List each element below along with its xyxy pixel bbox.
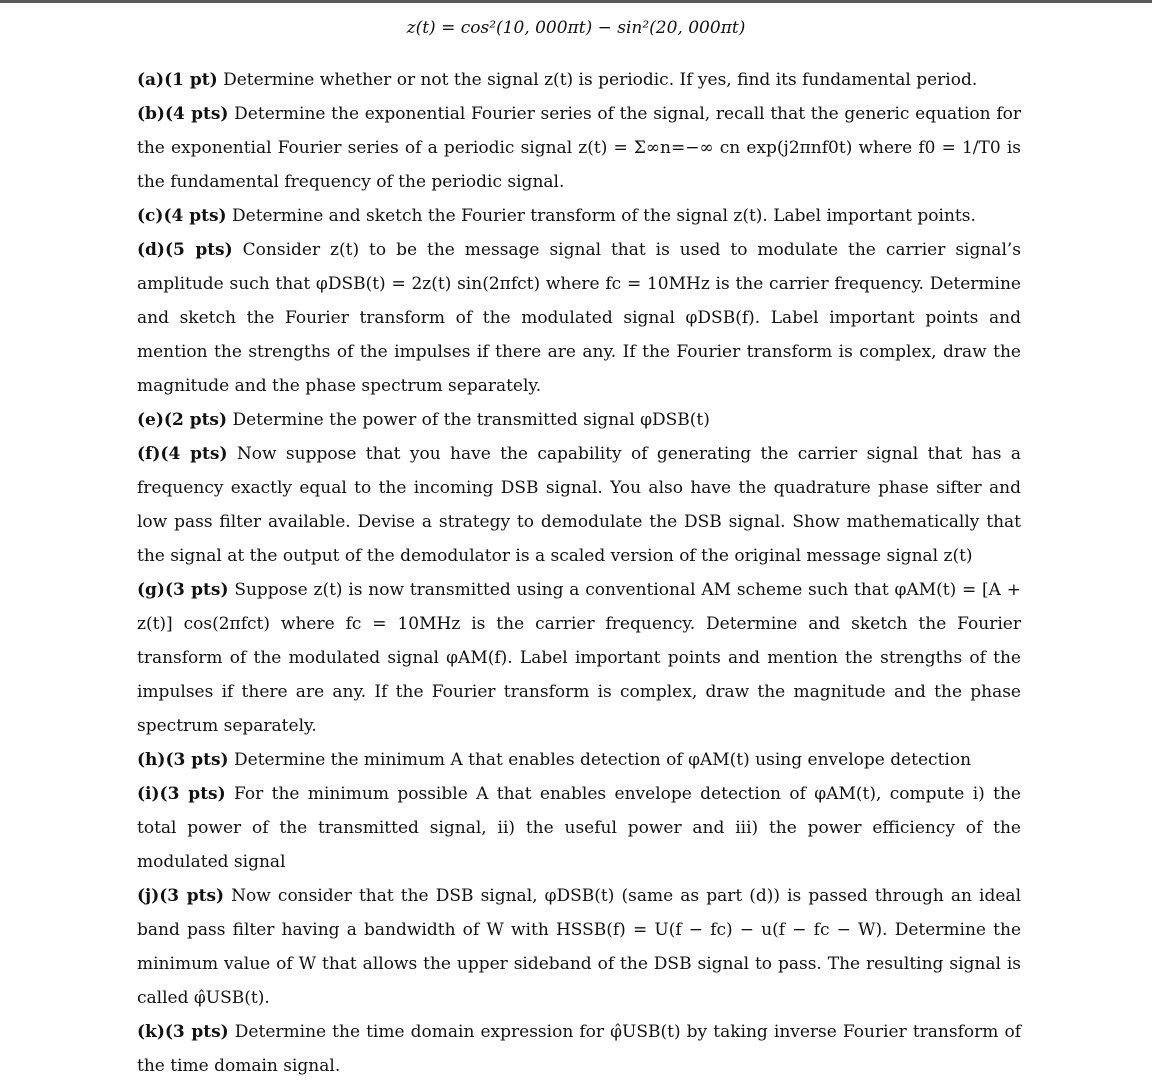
question-f — [137, 437, 1021, 573]
question-text: Determine the power of the transmitted signal φDSB(t) — [232, 410, 710, 430]
top-rule — [0, 0, 1152, 3]
question-k — [137, 1015, 1021, 1083]
question-tag: (g)(3 pts) — [137, 580, 229, 600]
question-text: Determine whether or not the signal z(t) is periodic. If yes, find its fundamental period. — [223, 70, 978, 90]
question-tag: (j)(3 pts) — [137, 886, 225, 906]
question-text: Suppose z(t) is now transmitted using a conventional AM scheme such that φAM(t) = [A + z(t)] cos(2πfct) where fc = 10MHz is the carrier frequency. Determine and sketch the Fourier transform of the modulated signal φAM(f). Label important points and mention the strengths of the impulses if there are any. If the Fourier transform is complex, draw the magnitude and the phase spectrum separately. — [137, 580, 1021, 736]
question-list — [137, 63, 1021, 1083]
question-text: Now suppose that you have the capability of generating the carrier signal that has a frequency exactly equal to the incoming DSB signal. You also have the quadrature phase sifter and low pass filter available. Devise a strategy to demodulate the DSB signal. Show mathematically that the signal at the output of the demodulator is a scaled version of the original message signal z(t) — [137, 444, 1022, 566]
question-c — [137, 199, 1021, 233]
question-j — [137, 879, 1021, 1015]
question-text: Determine and sketch the Fourier transform of the signal z(t). Label important points. — [232, 206, 976, 226]
question-b — [137, 97, 1021, 199]
question-tag: (h)(3 pts) — [137, 750, 229, 770]
question-tag: (k)(3 pts) — [137, 1022, 229, 1042]
question-text: For the minimum possible A that enables envelope detection of φAM(t), compute i) the total power of the transmitted signal, ii) the useful power and iii) the power efficiency of the modulated signal — [137, 784, 1021, 872]
question-h — [137, 743, 1021, 777]
question-i — [137, 777, 1021, 879]
question-text: Now consider that the DSB signal, φDSB(t) (same as part (d)) is passed through an ideal band pass filter having a bandwidth of W with HSSB(f) = U(f − fc) − u(f − fc − W). Determine the minimum value of W that allows the upper sideband of the DSB signal to pass. The resulting signal is called φ̂USB(t). — [137, 886, 1022, 1008]
question-tag: (d)(5 pts) — [137, 240, 233, 260]
question-text: Determine the minimum A that enables detection of φAM(t) using envelope detection — [234, 750, 972, 770]
question-tag: (c)(4 pts) — [137, 206, 227, 226]
question-text: Determine the exponential Fourier series of the signal, recall that the generic equation for the exponential Fourier series of a periodic signal z(t) = Σ∞n=−∞ cn exp(j2πnf0t) where f0 = 1/T0 is the fundamental frequency of the periodic signal. — [137, 104, 1021, 192]
question-tag: (a)(1 pt) — [137, 70, 218, 90]
question-g — [137, 573, 1021, 743]
question-tag: (e)(2 pts) — [137, 410, 228, 430]
question-e — [137, 403, 1021, 437]
question-a — [137, 63, 1021, 97]
question-text: Determine the time domain expression for φ̂USB(t) by taking inverse Fourier transform of the time domain signal. — [137, 1022, 1021, 1076]
question-d — [137, 233, 1021, 403]
question-text: Consider z(t) to be the message signal that is used to modulate the carrier signal’s amplitude such that φDSB(t) = 2z(t) sin(2πfct) where fc = 10MHz is the carrier frequency. Determine and sketch the Fourier transform of the modulated signal φDSB(f). Label important points and mention the strengths of the impulses if there are any. If the Fourier transform is complex, draw the magnitude and the phase spectrum separately. — [137, 240, 1022, 396]
signal-equation: z(t) = cos²(10, 000πt) − sin²(20, 000πt) — [406, 18, 746, 38]
question-tag: (f)(4 pts) — [137, 444, 228, 464]
question-tag: (b)(4 pts) — [137, 104, 229, 124]
question-tag: (i)(3 pts) — [137, 784, 226, 804]
